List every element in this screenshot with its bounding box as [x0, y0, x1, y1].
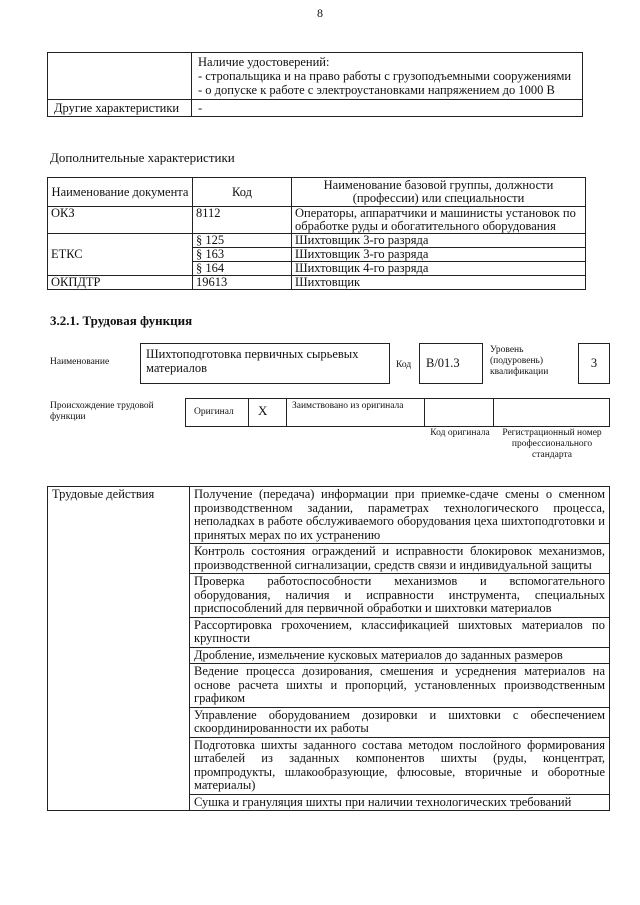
other-characteristics-value: -	[192, 100, 583, 117]
column-header: Наименование базовой группы, должности (профессии) или специальности	[292, 178, 586, 207]
divider	[424, 398, 425, 427]
borrowed-label: Заимствовано из оригинала	[292, 401, 404, 411]
name-cell: Шихтовщик 3-го разряда	[292, 248, 586, 262]
function-code-value: B/01.3	[426, 356, 460, 370]
list-item: Контроль состояния ограждений и исправности блокировок механизмов, производственной сигнализации, средств связи и индивидуальной защиты	[190, 544, 610, 574]
certificate-item: - стропальщика и на право работы с грузоподъемными сооружениями	[198, 69, 572, 83]
table-header-row	[48, 178, 586, 207]
labor-actions-label: Трудовые действия	[48, 487, 190, 811]
name-label: Наименование	[50, 357, 110, 367]
table-row	[48, 487, 610, 544]
level-value: 3	[590, 356, 598, 370]
page-number: 8	[317, 6, 323, 20]
code-cell: § 163	[193, 248, 292, 262]
list-item: Ведение процесса дозирования, смешения и усреднения материалов на основе расчета шихты и пропорций, установленных производственным графиком	[190, 664, 610, 708]
table-row	[48, 207, 586, 234]
table-row	[48, 100, 583, 117]
code-cell: § 164	[193, 262, 292, 276]
level-label: Уровень (подуровень) квалификации	[490, 345, 549, 377]
table-row	[48, 234, 586, 248]
divider	[286, 398, 287, 427]
name-cell: Шихтовщик 3-го разряда	[292, 234, 586, 248]
characteristics-table	[47, 177, 586, 290]
list-item: Рассортировка грохочением, классификацией шихтовых материалов по крупности	[190, 617, 610, 647]
doc-cell: ЕТКС	[48, 234, 193, 276]
additional-characteristics-heading: Дополнительные характеристики	[50, 150, 235, 165]
table-row	[48, 276, 586, 290]
list-item: Подготовка шихты заданного состава методом послойного формирования штабелей из заданных компонентов шихты (руды, концентрат, промпродукты, шлакообразующие, флюсовые, вторичные и оборотные материалы)	[190, 737, 610, 794]
original-mark: X	[258, 403, 268, 418]
column-header: Код	[193, 178, 292, 207]
original-label: Оригинал	[194, 407, 234, 417]
requirements-table	[47, 52, 583, 117]
registration-number-caption: Регистрационный номер профессионального стандарта	[502, 428, 602, 460]
function-name-box	[140, 343, 390, 384]
name-cell: Шихтовщик 4-го разряда	[292, 262, 586, 276]
divider	[493, 398, 494, 427]
code-original-caption: Код оригинала	[430, 428, 490, 438]
list-item: Получение (передача) информации при приемке-сдаче смены о сменном производственном задании, параметрах технологического процесса, неполадках в работе обслуживаемого оборудования цеха шихтоподготовки и принятых мерах по их устранению	[190, 487, 610, 544]
list-item: Проверка работоспособности механизмов и вспомогательного оборудования, наличия и исправности инструмента, специальных приспособлений для первичной обработки и шихтовки материалов	[190, 574, 610, 618]
certificate-item: - о допуске к работе с электроустановками напряжением до 1000 В	[198, 83, 555, 97]
table-row	[48, 53, 583, 100]
certificates-heading: Наличие удостоверений:	[198, 55, 330, 69]
name-cell: Операторы, аппаратчики и машинисты установок по обработке руды и обогатительного оборудования	[292, 207, 586, 234]
name-cell: Шихтовщик	[292, 276, 586, 290]
labor-actions-table	[47, 486, 610, 811]
divider	[248, 398, 249, 427]
function-name-value: Шихтоподготовка первичных сырьевых материалов	[146, 347, 359, 375]
list-item: Управление оборудованием дозировки и шихтовки с обеспечением скоординированности их работы	[190, 707, 610, 737]
level-box	[578, 343, 610, 384]
code-cell: 8112	[193, 207, 292, 234]
doc-cell: ОКЗ	[48, 207, 193, 234]
certificates-cell	[192, 53, 583, 100]
other-characteristics-label: Другие характеристики	[48, 100, 192, 117]
list-item: Дробление, измельчение кусковых материалов до заданных размеров	[190, 647, 610, 664]
code-cell: 19613	[193, 276, 292, 290]
doc-cell: ОКПДТР	[48, 276, 193, 290]
list-item: Сушка и грануляция шихты при наличии технологических требований	[190, 794, 610, 811]
code-label: Код	[396, 360, 412, 370]
column-header: Наименование документа	[48, 178, 193, 207]
code-cell: § 125	[193, 234, 292, 248]
section-title: 3.2.1. Трудовая функция	[50, 313, 193, 328]
empty-label-cell	[48, 53, 192, 100]
function-code-box	[419, 343, 483, 384]
origin-label: Происхождение трудовой функции	[50, 401, 154, 422]
